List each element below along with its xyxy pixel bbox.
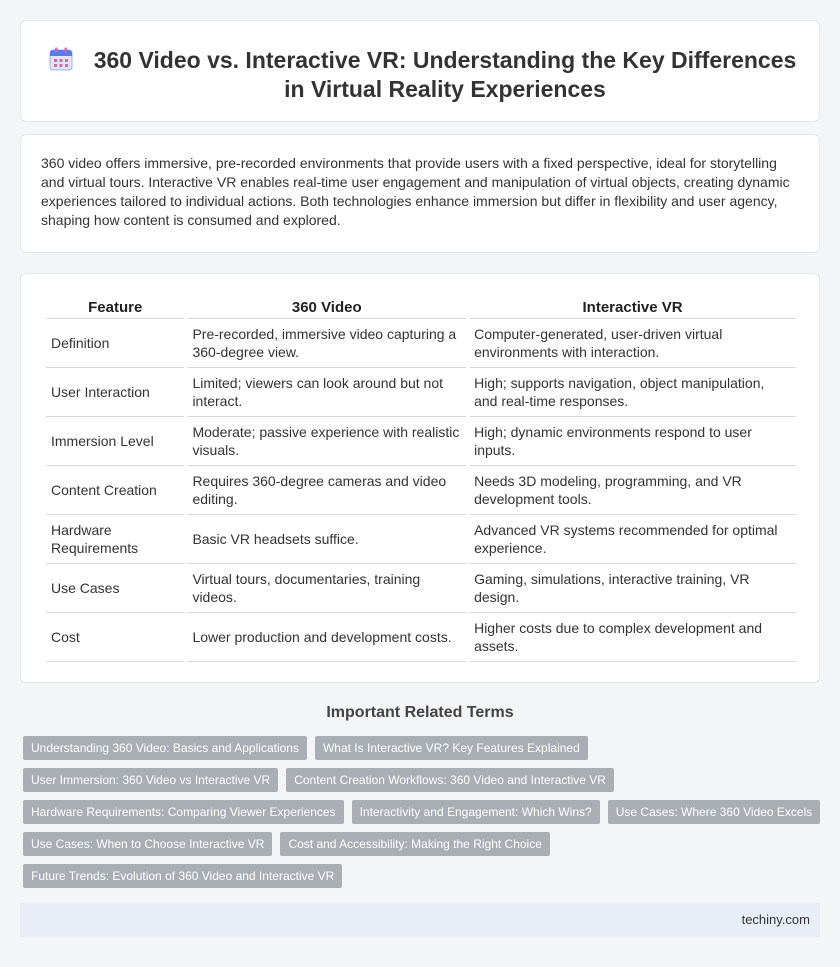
video-cell: Limited; viewers can look around but not interact. [187, 368, 466, 417]
vr-cell: Advanced VR systems recommended for optimal experience. [469, 515, 796, 564]
vr-cell: Needs 3D modeling, programming, and VR development tools. [469, 466, 796, 515]
comparison-table [43, 295, 799, 662]
video-cell: Lower production and development costs. [187, 613, 466, 662]
calendar-icon [48, 46, 74, 72]
table-header-row [46, 295, 796, 319]
footer-brand[interactable]: techiny.com [741, 912, 810, 927]
related-term-link[interactable]: User Immersion: 360 Video vs Interactive VR [23, 768, 278, 792]
related-terms-list [23, 736, 823, 888]
table-row [46, 613, 796, 662]
related-term-link[interactable]: Hardware Requirements: Comparing Viewer Experiences [23, 800, 344, 824]
video-cell: Moderate; passive experience with realistic visuals. [187, 417, 466, 466]
comparison-card [20, 273, 820, 683]
page-title: 360 Video vs. Interactive VR: Understanding the Key Differences in Virtual Reality Experiences [93, 47, 797, 102]
table-row [46, 319, 796, 368]
vr-cell: Computer-generated, user-driven virtual environments with interaction. [469, 319, 796, 368]
feature-cell: Hardware Requirements [46, 515, 184, 564]
feature-cell: Use Cases [46, 564, 184, 613]
related-terms-heading: Important Related Terms [326, 704, 514, 721]
table-row [46, 368, 796, 417]
table-row [46, 417, 796, 466]
feature-cell: Cost [46, 613, 184, 662]
table-row [46, 515, 796, 564]
related-term-link[interactable]: Future Trends: Evolution of 360 Video and Interactive VR [23, 864, 342, 888]
table-row [46, 564, 796, 613]
column-header-interactive-vr: Interactive VR [469, 295, 796, 319]
intro-card [20, 134, 820, 253]
vr-cell: Gaming, simulations, interactive training, VR design. [469, 564, 796, 613]
column-header-feature: Feature [46, 295, 184, 319]
video-cell: Pre-recorded, immersive video capturing a 360-degree view. [187, 319, 466, 368]
feature-cell: User Interaction [46, 368, 184, 417]
vr-cell: Higher costs due to complex development and assets. [469, 613, 796, 662]
vr-cell: High; supports navigation, object manipulation, and real-time responses. [469, 368, 796, 417]
video-cell: Basic VR headsets suffice. [187, 515, 466, 564]
table-row [46, 466, 796, 515]
feature-cell: Immersion Level [46, 417, 184, 466]
related-term-link[interactable]: Use Cases: Where 360 Video Excels [608, 800, 821, 824]
related-term-link[interactable]: What Is Interactive VR? Key Features Explained [315, 736, 588, 760]
feature-cell: Content Creation [46, 466, 184, 515]
video-cell: Requires 360-degree cameras and video editing. [187, 466, 466, 515]
related-term-link[interactable]: Content Creation Workflows: 360 Video and Interactive VR [286, 768, 614, 792]
vr-cell: High; dynamic environments respond to user inputs. [469, 417, 796, 466]
video-cell: Virtual tours, documentaries, training videos. [187, 564, 466, 613]
related-term-link[interactable]: Understanding 360 Video: Basics and Applications [23, 736, 307, 760]
related-term-link[interactable]: Interactivity and Engagement: Which Wins? [352, 800, 600, 824]
header-card [20, 20, 820, 122]
related-term-link[interactable]: Cost and Accessibility: Making the Right Choice [280, 832, 549, 856]
intro-paragraph: 360 video offers immersive, pre-recorded environments that provide users with a fixed perspective, ideal for storytelling and virtual tours. Interactive VR enables real-time user engagement and manipulation of virtual objects, creating dynamic experiences tailored to individual actions. Both technologies enhance immersion but differ in flexibility and user agency, shaping how content is consumed and explored. [41, 155, 790, 228]
related-term-link[interactable]: Use Cases: When to Choose Interactive VR [23, 832, 272, 856]
feature-cell: Definition [46, 319, 184, 368]
footer [20, 903, 820, 937]
column-header-360-video: 360 Video [187, 295, 466, 319]
